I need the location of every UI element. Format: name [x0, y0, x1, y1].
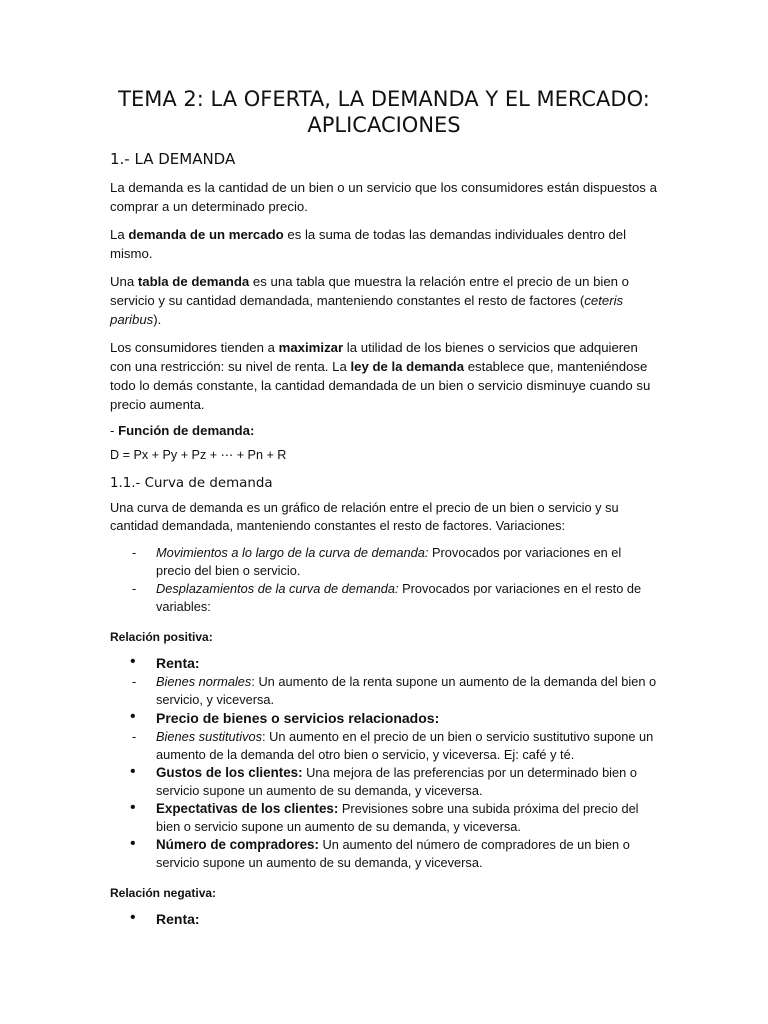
funcion-demanda-heading	[110, 423, 658, 438]
bold-term: Número de compradores:	[156, 837, 319, 852]
formula-demanda: D = Px + Py + Pz + ⋯ + Pn + R	[110, 448, 287, 462]
bold-term: maximizar	[278, 340, 344, 355]
bold-term: ley de la demanda	[350, 359, 465, 374]
paragraph-ley-demanda	[110, 338, 658, 414]
paragraph-demanda-mercado	[110, 225, 658, 263]
bold-term: tabla de demanda	[137, 274, 250, 289]
bullet-marker: •	[130, 653, 136, 670]
paragraph-definicion-demanda: La demanda es la cantidad de un bien o un servicio que los consumidores están dispuestos a comprar a un determinado precio.	[110, 180, 657, 214]
bold-term: demanda de un mercado	[128, 227, 284, 242]
text: la utilidad de los bienes o servicios que adquieren con una restricción: su nivel de renta. La	[110, 340, 638, 374]
text: Una mejora de las preferencias por un determinado bien o servicio supone un aumento de su demanda, y viceversa.	[156, 765, 637, 798]
title-line-2: APLICACIONES	[307, 113, 461, 137]
text: es la suma de todas las demandas individuales dentro del mismo.	[110, 227, 627, 261]
dash-item-normales	[110, 673, 658, 709]
text: Previsiones sobre una subida próxima del precio del bien o servicio supone un aumento de su demanda, y viceversa.	[156, 801, 639, 834]
bullet-expectativas	[110, 800, 658, 836]
italic-term: Bienes sustitutivos	[156, 729, 262, 744]
text: : Un aumento en el precio de un bien o servicio sustitutivo supone un aumento de la demanda del otro bien o servicio, y viceversa. Ej: café y té.	[156, 729, 654, 762]
bold-term: Renta:	[156, 911, 200, 927]
bullet-marker: •	[130, 763, 136, 780]
list-item	[110, 580, 658, 616]
bold-term: Renta:	[156, 655, 200, 671]
paragraph-curva-demanda: Una curva de demanda es un gráfico de relación entre el precio de un bien o servicio y su cantidad demandada, manteniendo constantes el resto de factores. Variaciones:	[110, 500, 619, 533]
italic-term: Bienes normales	[156, 674, 252, 689]
text: Una	[110, 274, 138, 289]
title-line-1: TEMA 2: LA OFERTA, LA DEMANDA Y EL MERCADO:	[118, 87, 650, 111]
text: establece que, manteniéndose todo lo demás constante, la cantidad demandada de un bien o servicio disminuye cuando su precio aumenta.	[110, 359, 651, 412]
bold-term: Precio de bienes o servicios relacionados:	[156, 710, 440, 726]
dash-item-sustitutivos	[110, 728, 658, 764]
bullet-gustos	[110, 764, 658, 800]
bullet-marker: •	[130, 835, 136, 852]
dash-marker: -	[132, 674, 137, 689]
italic-term: Movimientos a lo largo de la curva de demanda:	[156, 545, 429, 560]
italic-term: Desplazamientos de la curva de demanda:	[156, 581, 399, 596]
text: La	[110, 227, 129, 242]
text: Un aumento del número de compradores de un bien o servicio supone un aumento de su demanda, y viceversa.	[156, 837, 630, 870]
section-heading-demanda: 1.- LA DEMANDA	[110, 150, 236, 168]
bullet-marker: •	[130, 909, 136, 926]
variaciones-list	[110, 544, 658, 616]
text: ).	[153, 312, 162, 327]
bold-term: Gustos de los clientes:	[156, 765, 303, 780]
text: es una tabla que muestra la relación entre el precio de un bien o servicio y su cantidad demandada, manteniendo constantes el resto de factores (	[110, 274, 630, 308]
bullet-renta-negativa	[110, 910, 658, 929]
text: Provocados por variaciones en el resto de variables:	[156, 581, 642, 614]
section-heading-curva-demanda: 1.1.- Curva de demanda	[110, 476, 273, 491]
text: Provocados por variaciones en el precio del bien o servicio.	[156, 545, 622, 578]
dash-marker: -	[132, 545, 137, 560]
bullet-renta	[110, 654, 658, 673]
bold-term: Expectativas de los clientes:	[156, 801, 339, 816]
list-item	[110, 544, 658, 580]
paragraph-tabla-demanda	[110, 272, 658, 329]
dash-marker: -	[132, 581, 137, 596]
document-page	[110, 80, 658, 929]
text: Los consumidores tienden a	[110, 340, 279, 355]
dash-marker: -	[132, 729, 137, 744]
relacion-negativa-heading: Relación negativa:	[110, 886, 217, 900]
bullet-relacionados	[110, 709, 658, 728]
bullet-marker: •	[130, 799, 136, 816]
bullet-compradores	[110, 836, 658, 872]
bold-term: Función de demanda:	[118, 423, 255, 438]
italic-term: ceteris paribus	[110, 293, 624, 327]
bullet-marker: •	[130, 708, 136, 725]
relacion-positiva-heading: Relación positiva:	[110, 630, 213, 644]
text: : Un aumento de la renta supone un aumento de la demanda del bien o servicio, y viceversa.	[156, 674, 657, 707]
dash: -	[110, 423, 119, 438]
document-title	[110, 86, 658, 138]
